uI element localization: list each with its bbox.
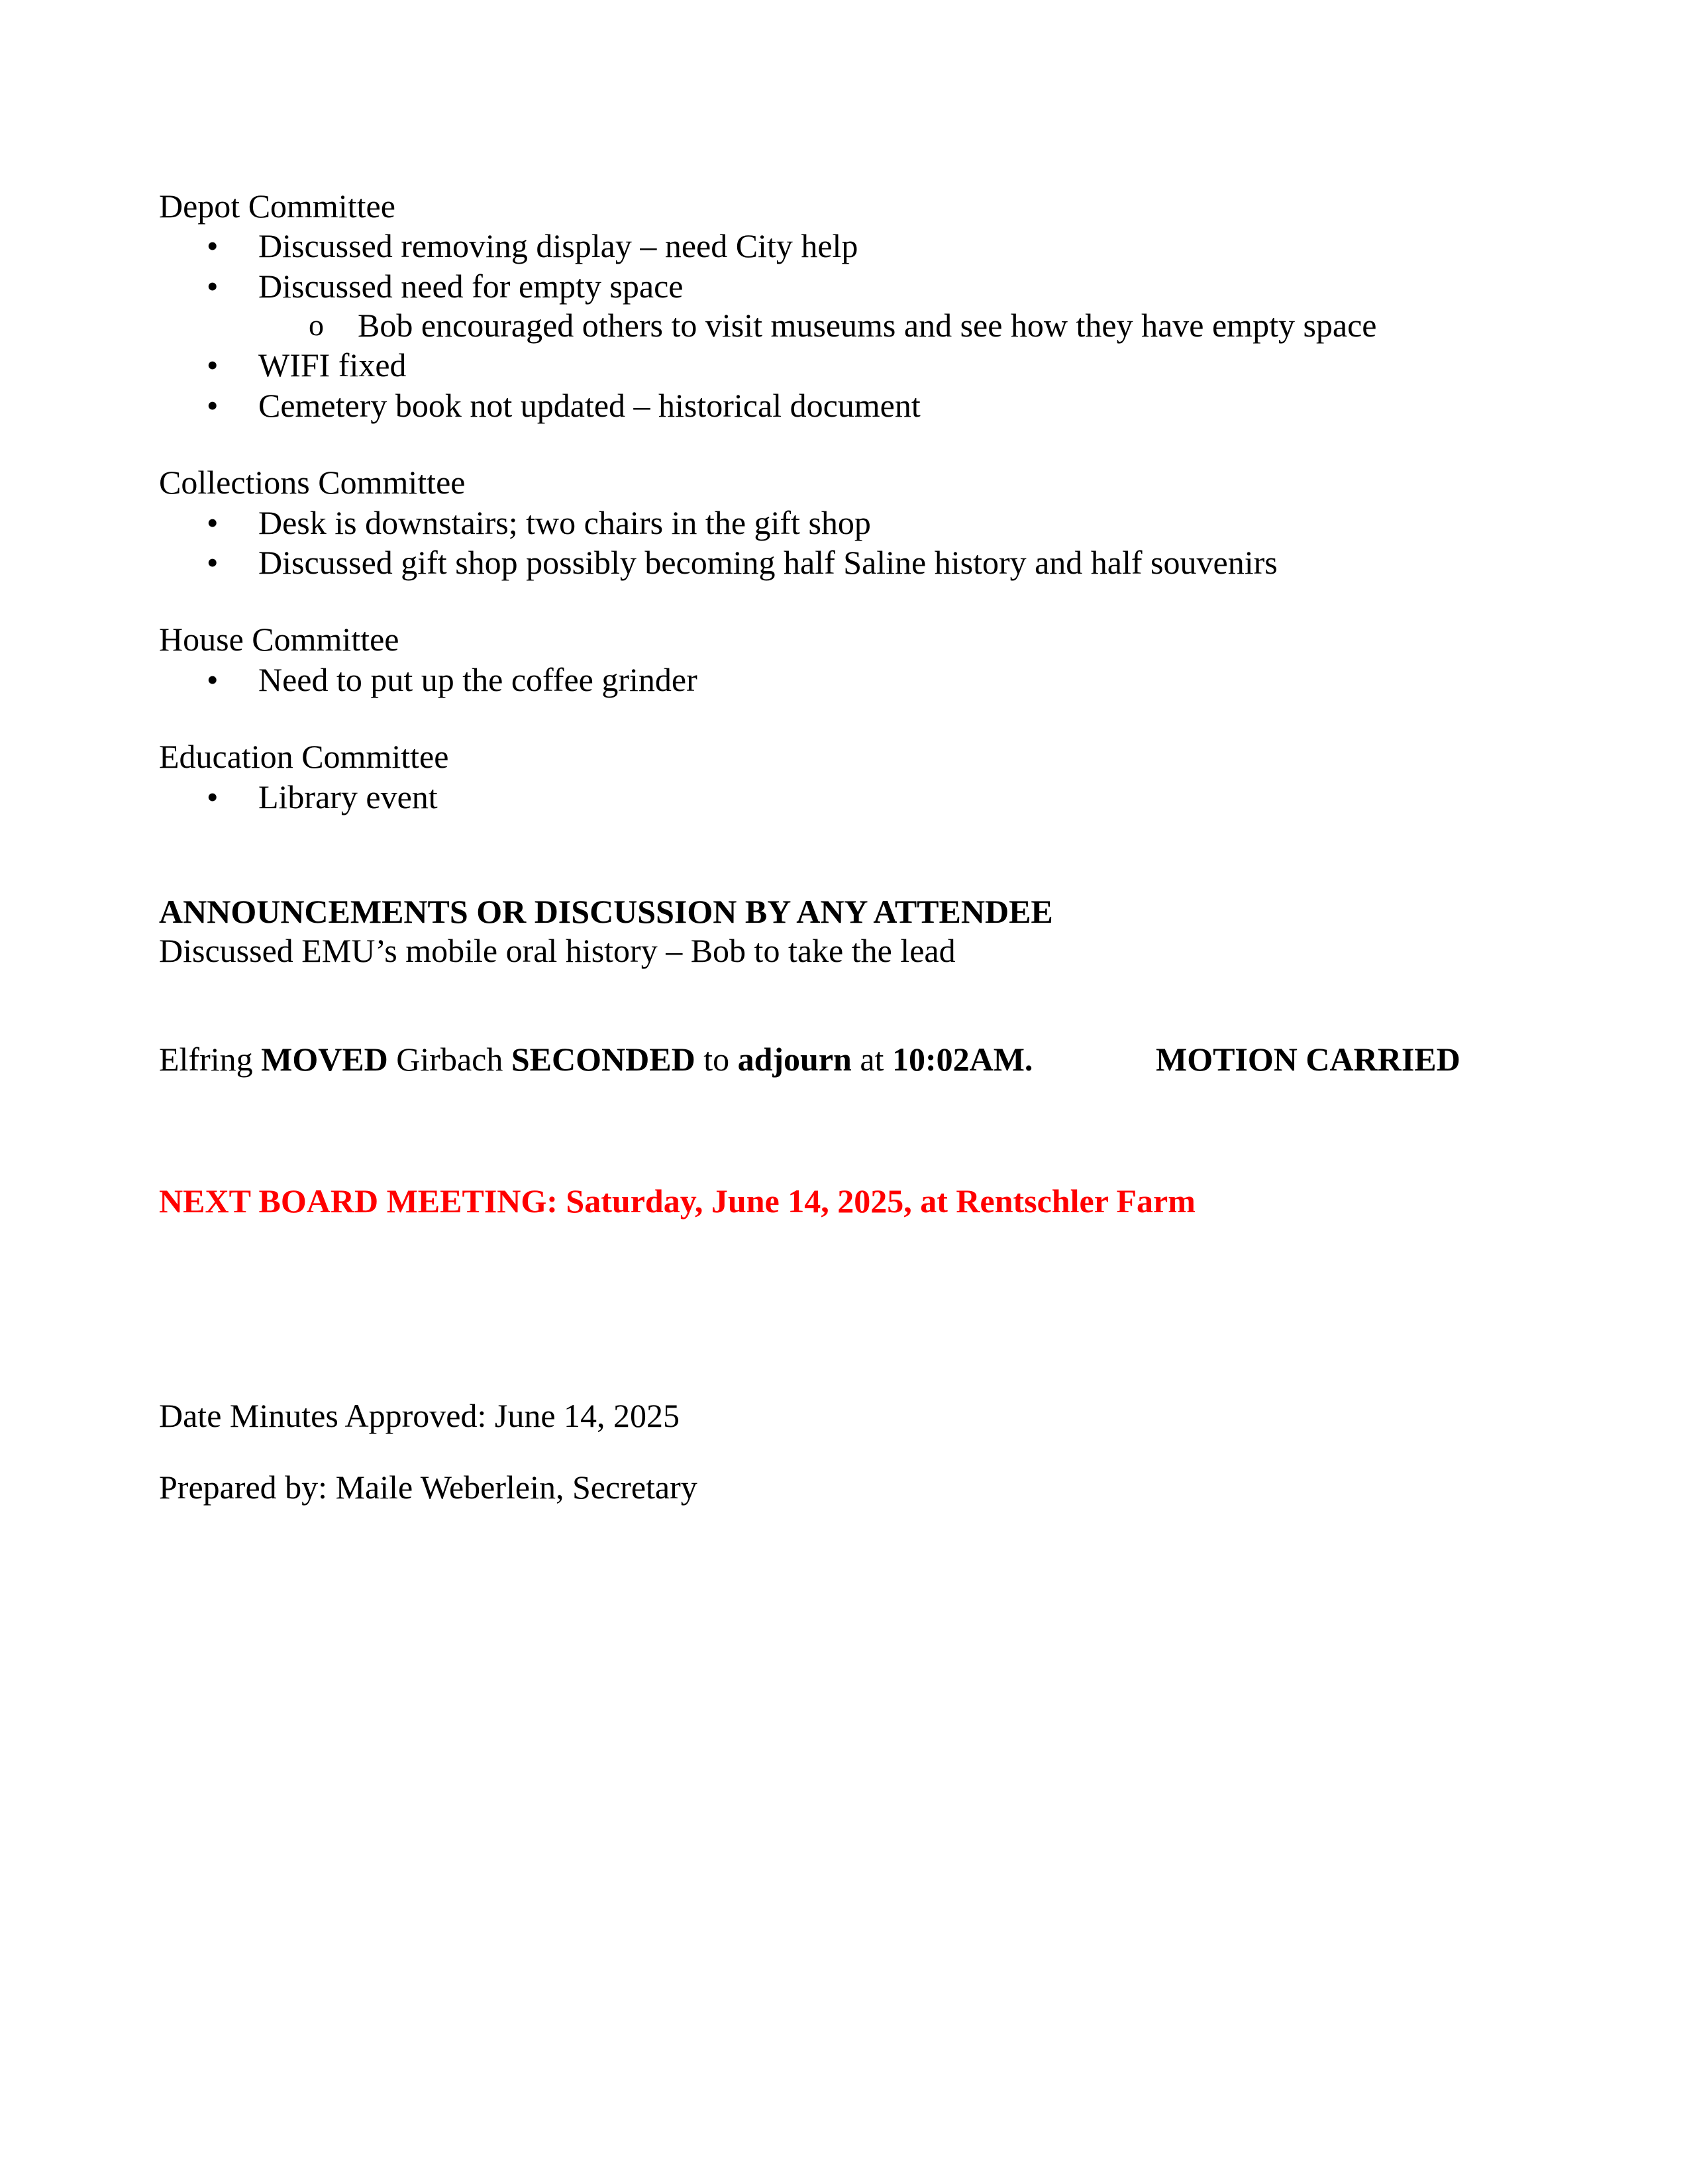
motion-result: MOTION CARRIED: [1156, 1041, 1460, 1078]
motion-seconded: SECONDED: [511, 1041, 695, 1078]
depot-item-3: WIFI fixed: [258, 346, 407, 384]
house-item-1: Need to put up the coffee grinder: [258, 661, 697, 698]
approval-date: Date Minutes Approved: June 14, 2025: [159, 1397, 680, 1434]
education-item-1: Library event: [258, 778, 438, 815]
motion-action: adjourn: [737, 1041, 852, 1078]
bullet-icon: •: [207, 227, 219, 264]
sub-bullet-icon: o: [309, 308, 324, 342]
motion-to: to: [703, 1041, 730, 1078]
motion-mover: Elfring: [159, 1041, 253, 1078]
motion-time: 10:02AM.: [892, 1041, 1033, 1078]
depot-item-4: Cemetery book not updated – historical document: [258, 387, 921, 424]
prepared-by: Prepared by: Maile Weberlein, Secretary: [159, 1469, 697, 1506]
next-meeting-notice: NEXT BOARD MEETING: Saturday, June 14, 2025, at Rentschler Farm: [159, 1182, 1196, 1220]
motion-seconder: Girbach: [396, 1041, 503, 1078]
announcements-heading: ANNOUNCEMENTS OR DISCUSSION BY ANY ATTENDEE: [159, 893, 1053, 930]
education-committee-heading: Education Committee: [159, 738, 449, 775]
bullet-icon: •: [207, 268, 219, 305]
collections-item-1: Desk is downstairs; two chairs in the gift shop: [258, 504, 871, 541]
depot-sub-item-1: Bob encouraged others to visit museums and see how they have empty space: [358, 307, 1377, 344]
bullet-icon: •: [207, 544, 219, 581]
motion-moved: MOVED: [261, 1041, 388, 1078]
motion-at: at: [860, 1041, 884, 1078]
bullet-icon: •: [207, 387, 219, 424]
bullet-icon: •: [207, 661, 219, 698]
collections-committee-heading: Collections Committee: [159, 464, 466, 501]
announcements-text: Discussed EMU’s mobile oral history – Bob to take the lead: [159, 932, 956, 969]
bullet-icon: •: [207, 778, 219, 815]
collections-item-2: Discussed gift shop possibly becoming half Saline history and half souvenirs: [258, 544, 1278, 581]
depot-item-2: Discussed need for empty space: [258, 268, 684, 305]
depot-item-1: Discussed removing display – need City help: [258, 227, 858, 264]
motion-line: [159, 1039, 1550, 1079]
bullet-icon: •: [207, 346, 219, 384]
house-committee-heading: House Committee: [159, 621, 399, 658]
bullet-icon: •: [207, 504, 219, 541]
depot-committee-heading: Depot Committee: [159, 187, 395, 225]
